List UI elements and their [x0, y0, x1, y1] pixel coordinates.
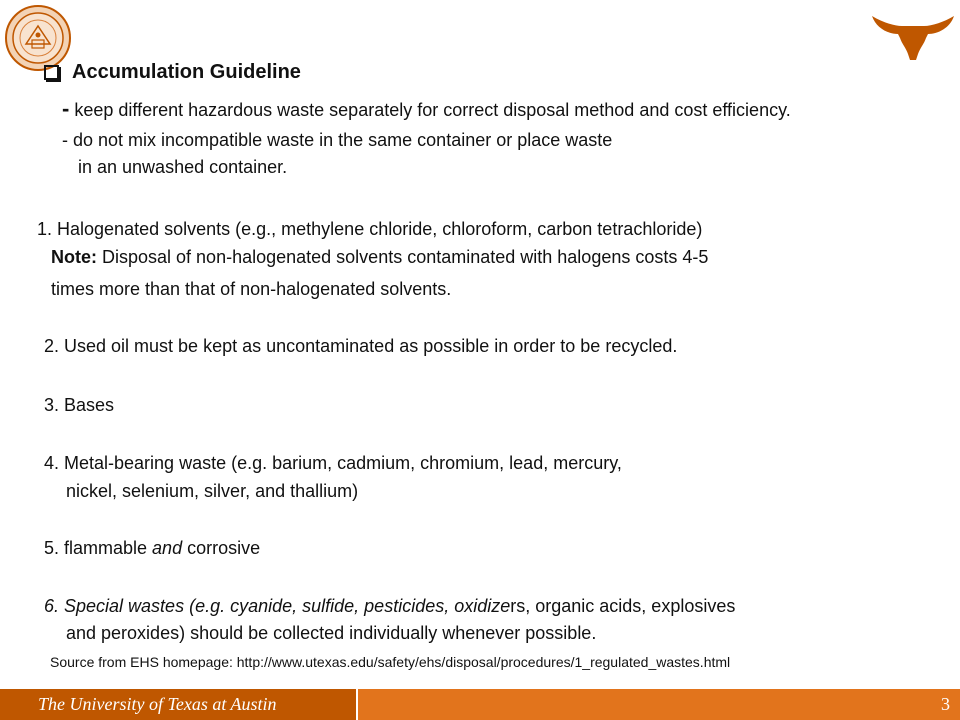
note-text: Disposal of non-halogenated solvents contaminated with halogens costs 4-5 [97, 247, 709, 267]
note-label: Note: [51, 247, 97, 267]
source-note: Source from EHS homepage: http://www.utexas.edu/safety/ehs/disposal/procedures/1_regulated_wastes.html [50, 654, 731, 670]
item-4: 4. Metal-bearing waste (e.g. barium, cadmium, chromium, lead, mercury, [44, 453, 622, 473]
intro-line-1 [62, 98, 791, 121]
item-1-note-line-2: times more than that of non-halogenated solvents. [51, 279, 452, 299]
heading-text: Accumulation Guideline [72, 61, 301, 83]
footer-institution: The University of Texas at Austin [38, 694, 277, 714]
footer-left-panel [0, 689, 356, 720]
intro-line-2: - do not mix incompatible waste in the same container or place waste [62, 130, 613, 150]
item-3: 3. Bases [44, 395, 115, 415]
item-1-note [51, 246, 708, 268]
checkbox-bullet-icon [44, 65, 59, 80]
item-1: 1. Halogenated solvents (e.g., methylene chloride, chloroform, carbon tetrachloride) [37, 219, 703, 239]
intro-line-1-text: keep different hazardous waste separately for correct disposal method and cost efficiency. [74, 100, 791, 120]
footer-divider [356, 689, 358, 720]
intro-line-3: in an unwashed container. [78, 157, 288, 177]
item-6-italic: 6. Special wastes (e.g. cyanide, sulfide, pesticides, oxidize [44, 596, 511, 616]
item-6-rest: rs, organic acids, explosives [510, 596, 736, 616]
item-5-part-b: and [152, 538, 183, 558]
footer-bar [0, 689, 960, 720]
slide-heading [44, 61, 301, 84]
item-4-line-2: nickel, selenium, silver, and thallium) [66, 481, 359, 501]
longhorn-logo-icon [872, 14, 954, 60]
item-5-part-a: 5. flammable [44, 538, 153, 558]
item-6 [44, 595, 735, 617]
intro-dash: - [62, 96, 70, 121]
item-2: 2. Used oil must be kept as uncontaminated as possible in order to be recycled. [44, 336, 678, 356]
page-number: 3 [941, 694, 950, 714]
item-6-line-2: and peroxides) should be collected individually whenever possible. [66, 623, 597, 643]
item-5-part-c: corrosive [182, 538, 261, 558]
item-5 [44, 537, 260, 559]
